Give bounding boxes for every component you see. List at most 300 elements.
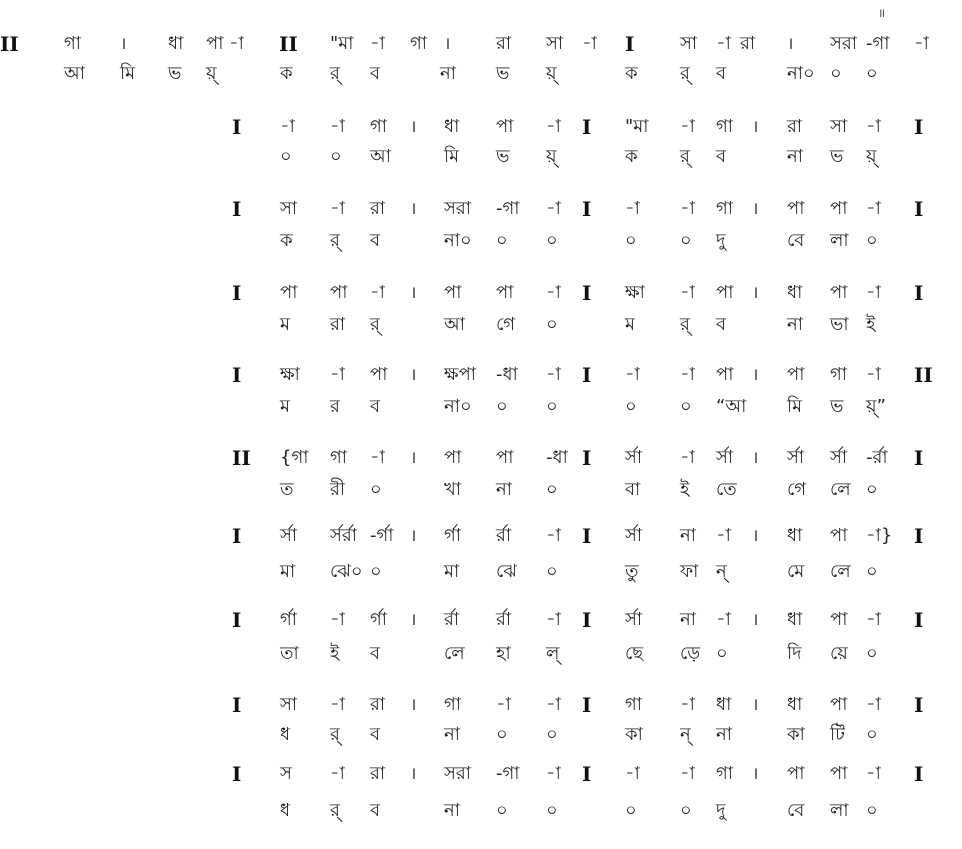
lyric-syllable: বে [787,230,805,251]
swara-note: -া [716,33,731,54]
bar-line: I [914,762,924,786]
lyric-syllable: ভ [168,63,182,84]
swara-note: -া [866,116,881,137]
lyric-syllable: না [716,724,732,745]
beat-divider: । [410,199,417,219]
lyric-syllable: র্ [330,230,340,251]
swara-note: -া [330,694,345,715]
swara-note: র্গা [280,609,298,630]
lyric-syllable: ম [280,396,290,417]
lyric-syllable: ঝে০ [330,561,363,582]
lyric-syllable: ক [280,63,293,84]
lyric-syllable: বে [787,800,805,821]
lyric-syllable: “আ [716,396,747,417]
lyric-syllable: ব [370,724,381,745]
swara-note: রা [496,33,512,54]
lyric-syllable: ই [330,643,340,664]
swara-note: পা [330,282,348,303]
swara-note: পা [496,116,514,137]
swara-note: রা [370,198,386,219]
lyric-syllable: ব [370,396,381,417]
swara-note: -া [370,33,385,54]
swara-note: -গা [496,763,520,784]
swara-note: পা [716,364,734,385]
swara-note: -া [866,198,881,219]
bar-line: I [582,762,592,786]
bar-line: I [582,524,592,548]
swara-note: র্সা [787,447,805,468]
lyric-syllable: ন্ [716,561,727,582]
lyric-syllable: ত [280,479,294,500]
lyric-syllable: ল্ [546,643,560,664]
swara-note: গা [830,364,848,385]
swara-note: পা [444,282,462,303]
bar-line: I [914,115,924,139]
bar-line: I [232,363,242,387]
swara-note: র্রা [496,609,512,630]
swara-note: -া [680,364,695,385]
swara-note: গা [716,198,734,219]
swara-note: ধা [787,694,803,715]
beat-divider: । [410,117,417,137]
lyric-syllable: য়্” [866,396,886,417]
swara-note: -া [625,763,640,784]
beat-divider: । [444,34,451,54]
lyric-syllable: বা [625,479,641,500]
lyric-syllable: ০ [680,396,692,417]
swara-note: পা [496,282,514,303]
swara-note: পা [787,364,805,385]
bar-line: I [582,281,592,305]
bar-line: I [232,197,242,221]
beat-divider: । [787,34,794,54]
swara-note: গা [716,763,734,784]
swara-note: ধা [168,33,184,54]
lyric-syllable: মা [444,561,460,582]
swara-note: পা [370,364,388,385]
swara-note: পা [787,763,805,784]
bar-line: I [582,693,592,717]
lyric-syllable: ক [625,63,638,84]
swara-note: -া [280,116,295,137]
swara-note: -া [866,694,881,715]
swara-note: পা [830,763,848,784]
lyric-syllable: ধ [280,724,291,745]
beat-divider: । [120,34,127,54]
lyric-syllable: ০ [866,479,878,500]
bar-line: I [232,693,242,717]
lyric-syllable: ব [370,800,381,821]
swara-note: পা [830,694,848,715]
swara-note: ধা [716,694,732,715]
lyric-syllable: মি [787,396,803,417]
bar-line: I [232,524,242,548]
lyric-syllable: লে [444,643,465,664]
lyric-syllable: ০ [866,230,878,251]
lyric-syllable: খা [444,479,462,500]
swara-note: পা [280,282,298,303]
swara-note: গা [370,116,388,137]
lyric-syllable: না [787,314,803,335]
swara-note: পা [206,33,224,54]
lyric-syllable: য়ে [830,643,848,664]
lyric-syllable: ০ [546,724,558,745]
lyric-syllable: ভা [830,314,849,335]
swara-note: পা [787,198,805,219]
lyric-syllable: র্ [330,800,340,821]
swara-note: -ধা [496,364,518,385]
swara-note: -া [866,763,881,784]
swara-note: -া [914,33,929,54]
lyric-syllable: ০ [866,561,878,582]
lyric-syllable: ব [370,643,381,664]
lyric-syllable: ০ [866,800,878,821]
swara-note: -া [330,609,345,630]
lyric-syllable: ই [680,479,690,500]
swara-note: -া [546,694,561,715]
lyric-syllable: ম [280,314,290,335]
swara-note: সা [546,33,564,54]
top-mark: ॥ [878,6,886,20]
swara-note: গা [625,694,643,715]
beat-divider: । [410,526,417,546]
bar-line: I [625,32,635,56]
bar-line: I [914,281,924,305]
swara-note: ক্ষা [280,364,300,385]
lyric-syllable: ০ [370,479,382,500]
swara-note: -া [866,282,881,303]
lyric-syllable: ব [716,63,727,84]
swara-note: -া [330,198,345,219]
lyric-syllable: না০ [787,63,815,84]
lyric-syllable: আ [64,63,85,84]
swara-note: -া [582,33,597,54]
lyric-syllable: না [496,479,512,500]
bar-line: I [232,281,242,305]
swara-note: -া [370,282,385,303]
lyric-syllable: ম [625,314,635,335]
swara-note: ধা [787,609,803,630]
beat-divider: । [410,610,417,630]
lyric-syllable: ফা [680,561,699,582]
swara-note: স [280,763,292,784]
lyric-syllable: ভ [496,63,510,84]
swara-note: র্গা [444,525,462,546]
swara-note: গা [64,33,82,54]
lyric-syllable: ০ [866,724,878,745]
lyric-syllable: গে [787,479,807,500]
beat-divider: । [752,199,759,219]
swara-note: -া [546,609,561,630]
swara-note: র্সা [625,525,643,546]
lyric-syllable: দু [716,230,726,251]
swara-note: -র্গা [370,525,394,546]
swara-note: র্সা [625,609,643,630]
lyric-syllable: কা [625,724,643,745]
swara-note: -া [229,33,244,54]
lyric-syllable: য়্ [866,146,877,167]
beat-divider: । [752,365,759,385]
swara-note: র্সা [280,525,298,546]
swara-note: -া [546,198,561,219]
lyric-syllable: টি [830,724,845,745]
lyric-syllable: ০ [546,314,558,335]
swara-note: গা [444,694,462,715]
lyric-syllable: ধ [280,800,291,821]
lyric-syllable: মি [444,146,460,167]
lyric-syllable: ভ [496,146,510,167]
beat-divider: । [410,283,417,303]
beat-divider: । [752,283,759,303]
swara-note: র্রা [444,609,460,630]
lyric-syllable: দু [716,800,726,821]
swara-note: পা [496,447,514,468]
lyric-syllable: মে [787,561,805,582]
lyric-syllable: গে [496,314,516,335]
swara-note: গা [716,116,734,137]
lyric-syllable: হা [496,643,511,664]
beat-divider: । [752,610,759,630]
lyric-syllable: না০ [444,230,472,251]
bar-line: I [914,446,924,470]
lyric-syllable: য়্ [206,63,217,84]
lyric-syllable: ০ [625,230,637,251]
swara-note: -া [680,282,695,303]
lyric-syllable: ০ [546,396,558,417]
swara-note: রা [740,33,756,54]
bar-line: I [232,115,242,139]
swara-note: ক্ষা [625,282,645,303]
beat-divider: । [752,695,759,715]
lyric-syllable: ই [866,314,876,335]
bar-line: I [232,762,242,786]
swara-note: পা [444,447,462,468]
lyric-syllable: ০ [830,63,842,84]
lyric-syllable: কা [787,724,805,745]
bar-line: I [232,608,242,632]
swara-note: র্গা [370,609,388,630]
lyric-syllable: ছে [625,643,644,664]
lyric-syllable: মি [120,63,136,84]
swara-note: -া [625,198,640,219]
lyric-syllable: র্ [330,63,340,84]
lyric-syllable: ০ [716,643,728,664]
lyric-syllable: ন্ [680,724,691,745]
swara-note: সা [830,116,848,137]
lyric-syllable: লা [830,800,849,821]
lyric-syllable: ০ [866,63,878,84]
lyric-syllable: ভ [830,146,844,167]
lyric-syllable: ক [280,230,293,251]
lyric-syllable: ঝে [496,561,517,582]
swara-note: রা [370,694,386,715]
swara-note: -া [716,525,731,546]
lyric-syllable: আ [370,146,391,167]
swara-note: -া [546,116,561,137]
lyric-syllable: র্ [680,63,690,84]
bar-line: I [582,608,592,632]
lyric-syllable: ব [370,63,381,84]
swara-note: {গা [280,447,309,468]
lyric-syllable: ০ [496,230,508,251]
swara-note: ধা [787,525,803,546]
bar-line: I [582,197,592,221]
swara-note: পা [830,282,848,303]
beat-divider: । [752,117,759,137]
lyric-syllable: মা [280,561,296,582]
bar-line: II [0,32,19,56]
bar-line: II [279,32,298,56]
swara-note: পা [716,282,734,303]
lyric-syllable: র্ [370,314,380,335]
swara-note: পা [830,609,848,630]
swara-note: -া [330,763,345,784]
swara-note: -া} [866,525,893,546]
swara-note: -া [680,447,695,468]
swara-note: -া [546,525,561,546]
lyric-syllable: ০ [866,643,878,664]
lyric-syllable: র্ [680,314,690,335]
swara-note: -া [680,694,695,715]
swara-note: রা [370,763,386,784]
swara-note: ধা [787,282,803,303]
swara-note: সা [280,198,298,219]
beat-divider: । [752,448,759,468]
lyric-syllable: ০ [496,396,508,417]
lyric-syllable: না০ [444,396,472,417]
beat-divider: । [410,365,417,385]
lyric-syllable: র্ [330,724,340,745]
lyric-syllable: ০ [546,230,558,251]
lyric-syllable: রী [330,479,346,500]
swara-note: গা [410,33,428,54]
lyric-syllable: ০ [625,396,637,417]
lyric-syllable: আ [444,314,465,335]
swara-note: সরা [830,33,858,54]
swara-note: -া [370,447,385,468]
bar-line: I [914,608,924,632]
lyric-syllable: ০ [330,146,342,167]
swara-note: র্সা [625,447,643,468]
swara-note: -া [625,364,640,385]
beat-divider: । [410,448,417,468]
lyric-syllable: না [440,63,456,84]
swara-note: রা [787,116,803,137]
lyric-syllable: লে [830,561,851,582]
swara-note: ক্ষপা [444,364,477,385]
swara-note: না [680,525,696,546]
beat-divider: । [410,695,417,715]
swara-note: সা [680,33,698,54]
swara-note: -া [546,763,561,784]
bar-line: I [582,363,592,387]
lyric-syllable: য়্ [546,146,557,167]
lyric-syllable: ০ [680,230,692,251]
lyric-syllable: ০ [496,724,508,745]
swara-note: -া [546,364,561,385]
swara-note: -া [330,364,345,385]
swara-note: না [680,609,696,630]
beat-divider: । [752,764,759,784]
swara-note: র্সর্রা [330,525,358,546]
swara-note: সরা [444,198,472,219]
swara-note: -া [680,763,695,784]
lyric-syllable: য়্ [546,63,557,84]
swara-note: র্রা [496,525,512,546]
lyric-syllable: ড়ে [680,643,701,664]
lyric-syllable: ভ [830,396,844,417]
swara-note: সরা [444,763,472,784]
beat-divider: । [410,764,417,784]
swara-note: -া [866,609,881,630]
bar-line: I [914,693,924,717]
lyric-syllable: ০ [280,146,292,167]
bar-line: I [582,446,592,470]
lyric-syllable: না [444,800,460,821]
lyric-syllable: ব [370,230,381,251]
lyric-syllable: তু [625,561,639,582]
swara-note: গা [330,447,348,468]
swara-note: পা [830,525,848,546]
lyric-syllable: ০ [546,561,558,582]
bar-line: I [914,524,924,548]
lyric-syllable: লা [830,230,849,251]
swara-note: "মা [625,116,649,137]
swara-note: -গা [496,198,520,219]
lyric-syllable: না [787,146,803,167]
lyric-syllable: ব [716,146,727,167]
swara-note: -ধা [546,447,568,468]
swara-note: -া [330,116,345,137]
lyric-syllable: দি [787,643,802,664]
lyric-syllable: রা [330,314,346,335]
lyric-syllable: ০ [546,479,558,500]
swara-note: সা [280,694,298,715]
lyric-syllable: ০ [496,800,508,821]
swara-note: র্সা [830,447,848,468]
swara-note: -গা [866,33,890,54]
swara-note: র্সা [716,447,734,468]
beat-divider: । [752,526,759,546]
swara-note: পা [830,198,848,219]
bar-line: II [914,363,933,387]
lyric-syllable: তা [280,643,299,664]
lyric-syllable: তে [716,479,737,500]
bar-line: II [232,446,251,470]
lyric-syllable: ০ [680,800,692,821]
swara-note: ধা [444,116,460,137]
swara-note: -া [546,282,561,303]
swara-note: -া [496,694,511,715]
lyric-syllable: ০ [370,561,382,582]
swara-note: -া [866,364,881,385]
swara-note: "মা [330,33,354,54]
swara-note: -া [716,609,731,630]
lyric-syllable: ক [625,146,638,167]
lyric-syllable: র্ [680,146,690,167]
swara-note: -র্রা [866,447,888,468]
swara-note: -া [680,116,695,137]
lyric-syllable: ০ [625,800,637,821]
lyric-syllable: ০ [546,800,558,821]
lyric-syllable: ব [716,314,727,335]
lyric-syllable: লে [830,479,851,500]
lyric-syllable: না [444,724,460,745]
bar-line: I [914,197,924,221]
lyric-syllable: র [330,396,340,417]
bar-line: I [582,115,592,139]
swara-note: -া [680,198,695,219]
